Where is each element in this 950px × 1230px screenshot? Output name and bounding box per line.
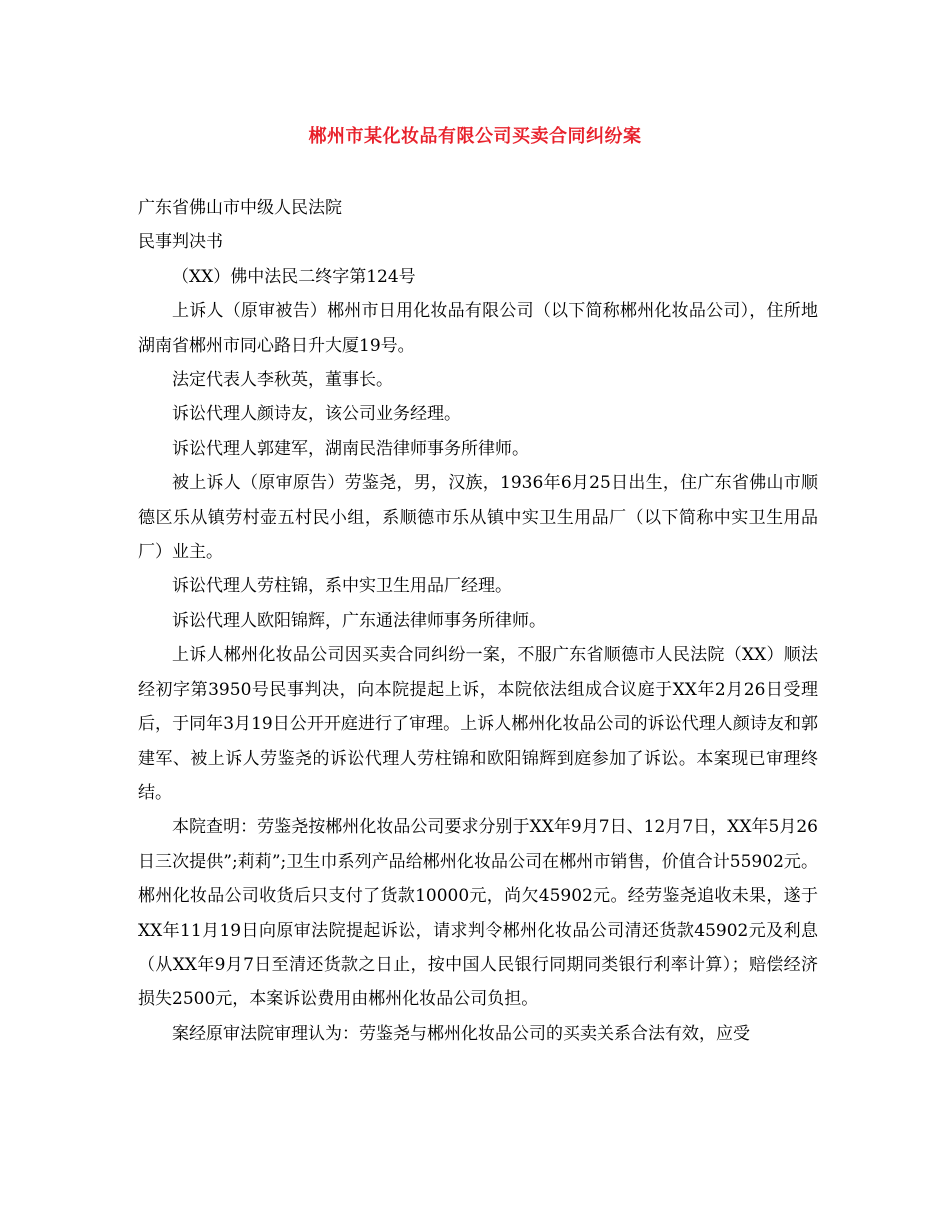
paragraph-findings: 本院查明：劳鉴尧按郴州化妆品公司要求分别于XX年9月7日、12月7日，XX年5月26日三次提供”;莉莉”;卫生巾系列产品给郴州化妆品公司在郴州市销售，价值合计55902元。郴州化妆品公司收货后只支付了货款10000元，尚欠45902元。经劳鉴尧追收未果，遂于XX年11月19日向原审法院提起诉讼，请求判令郴州化妆品公司清还货款45902元及利息（从XX年9月7日至清还货款之日止，按中国人民银行同期同类银行利率计算）；赔偿经济损失2500元，本案诉讼费用由郴州化妆品公司负担。 — [138, 817, 818, 1010]
court-name: 广东省佛山市中级人民法院 — [138, 198, 342, 218]
paragraph-legal-representative: 法定代表人李秋英，董事长。 — [172, 370, 393, 391]
paragraph-agent-2: 诉讼代理人郭建军，湖南民浩律师事务所律师。 — [172, 438, 529, 459]
paragraph-agent-3: 诉讼代理人劳柱锦，系中实卫生用品厂经理。 — [172, 576, 512, 597]
paragraph-agent-1: 诉讼代理人颜诗友，该公司业务经理。 — [172, 404, 461, 425]
document-type: 民事判决书 — [138, 232, 223, 253]
case-number: （XX）佛中法民二终字第124号 — [172, 266, 416, 287]
paragraph-original-trial: 案经原审法院审理认为：劳鉴尧与郴州化妆品公司的买卖关系合法有效，应受 — [172, 1023, 750, 1044]
document-body — [138, 191, 818, 1051]
paragraph-case-intro: 上诉人郴州化妆品公司因买卖合同纠纷一案，不服广东省顺德市人民法院（XX）顺法经初字第3950号民事判决，向本院提起上诉，本院依法组成合议庭于XX年2月26日受理后，于同年3月19日公开开庭进行了审理。上诉人郴州化妆品公司的诉讼代理人颜诗友和郭建军、被上诉人劳鉴尧的诉讼代理人劳柱锦和欧阳锦辉到庭参加了诉讼。本案现已审理终结。 — [138, 645, 818, 803]
paragraph-appellant: 上诉人（原审被告）郴州市日用化妆品有限公司（以下简称郴州化妆品公司），住所地湖南省郴州市同心路日升大厦19号。 — [138, 301, 818, 356]
document-title: 郴州市某化妆品有限公司买卖合同纠纷案 — [308, 126, 642, 147]
paragraph-appellee: 被上诉人（原审原告）劳鉴尧，男，汉族，1936年6月25日出生，住广东省佛山市顺德区乐从镇劳村壶五村民小组，系顺德市乐从镇中实卫生用品厂（以下简称中实卫生用品厂）业主。 — [138, 473, 818, 563]
paragraph-agent-4: 诉讼代理人欧阳锦辉，广东通法律师事务所律师。 — [172, 610, 546, 631]
